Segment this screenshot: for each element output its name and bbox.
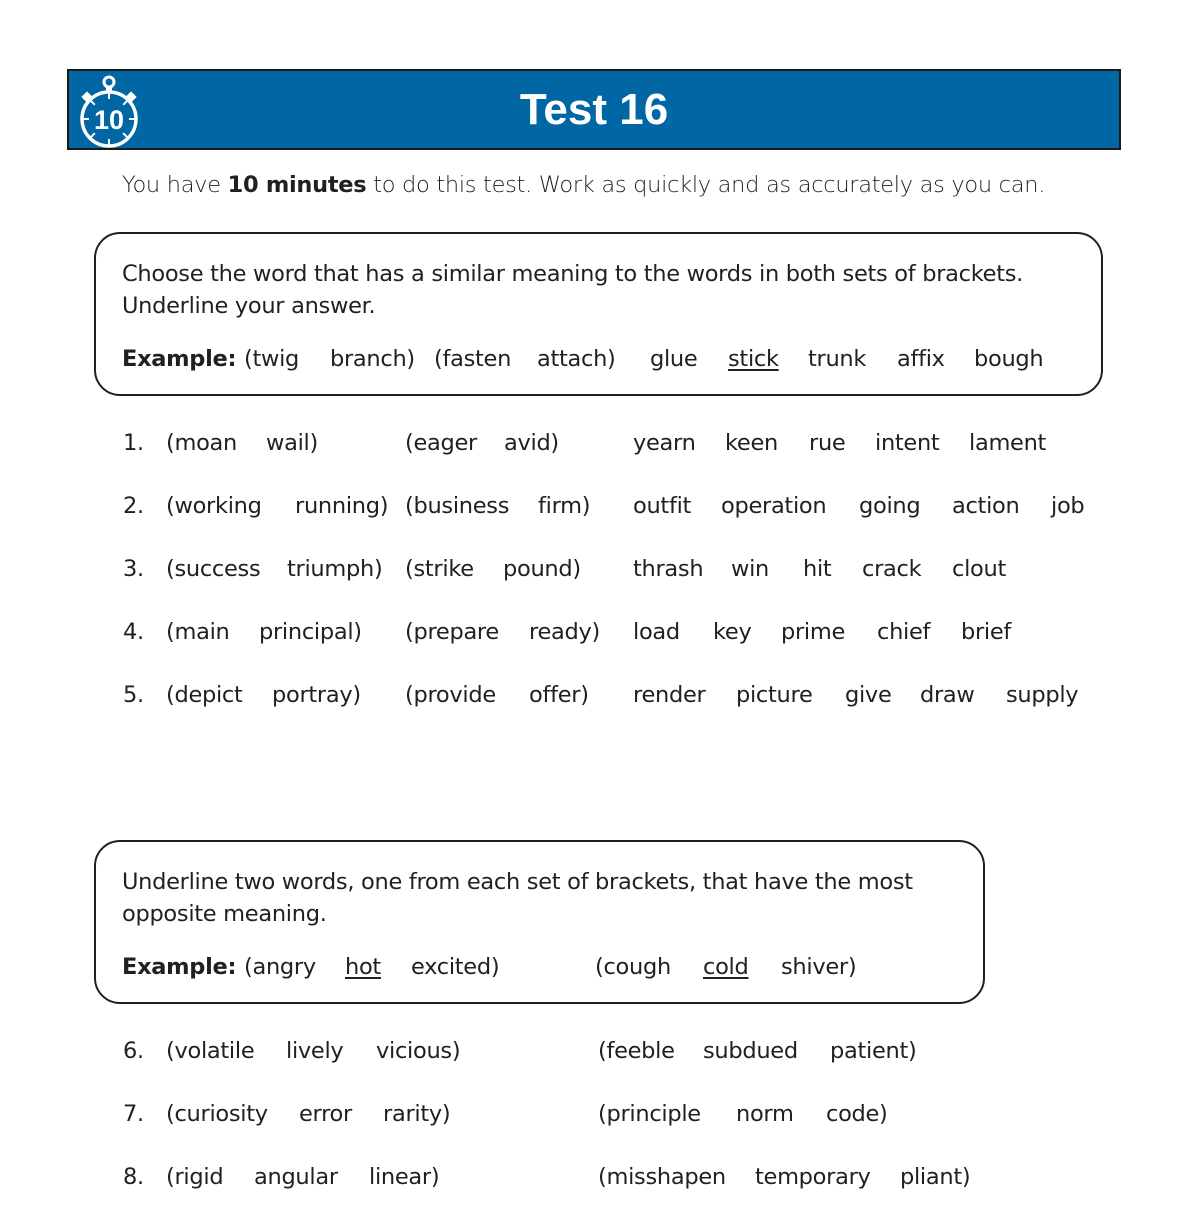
example-option: bough	[974, 346, 1044, 372]
answer-option[interactable]: action	[952, 493, 1020, 519]
bracket-word: principal)	[259, 619, 362, 645]
example-word: shiver)	[781, 954, 857, 980]
bracket-word: (provide	[405, 682, 496, 708]
answer-option[interactable]: chief	[877, 619, 931, 645]
bracket-word: triumph)	[287, 556, 383, 582]
example-label: Example:	[122, 346, 237, 372]
bracket-word: running)	[295, 493, 389, 519]
answer-option[interactable]: lament	[969, 430, 1047, 456]
answer-option[interactable]: angular	[254, 1164, 338, 1190]
question-number: 2.	[123, 493, 144, 519]
question-number: 4.	[123, 619, 144, 645]
answer-option[interactable]: clout	[952, 556, 1006, 582]
example-word: branch)	[330, 346, 415, 372]
answer-option[interactable]: prime	[781, 619, 846, 645]
answer-option[interactable]: linear)	[369, 1164, 440, 1190]
bracket-word: wail)	[266, 430, 318, 456]
answer-option[interactable]: key	[713, 619, 752, 645]
intro-time-limit: 10 minutes	[227, 172, 367, 198]
answer-option[interactable]: going	[859, 493, 921, 519]
answer-option[interactable]: (rigid	[166, 1164, 224, 1190]
answer-option[interactable]: (curiosity	[166, 1101, 268, 1127]
answer-option[interactable]: picture	[736, 682, 813, 708]
answer-option[interactable]: rarity)	[383, 1101, 451, 1127]
question-number: 8.	[123, 1164, 144, 1190]
answer-option[interactable]: error	[299, 1101, 352, 1127]
example-word-underlined: cold	[703, 954, 749, 980]
question-number: 7.	[123, 1101, 144, 1127]
bracket-word: avid)	[504, 430, 559, 456]
answer-option[interactable]: lively	[286, 1038, 344, 1064]
answer-option[interactable]: norm	[736, 1101, 794, 1127]
example-option: glue	[650, 346, 698, 372]
section2-instruction-box	[94, 840, 985, 1004]
answer-option[interactable]: supply	[1006, 682, 1079, 708]
answer-option[interactable]: give	[845, 682, 892, 708]
bracket-word: (business	[405, 493, 510, 519]
answer-option[interactable]: draw	[920, 682, 975, 708]
bracket-word: portray)	[272, 682, 361, 708]
intro-prefix: You have	[122, 172, 228, 198]
example-word: (angry	[244, 954, 316, 980]
example-option: affix	[897, 346, 945, 372]
answer-option[interactable]: render	[633, 682, 706, 708]
answer-option[interactable]: (misshapen	[598, 1164, 726, 1190]
section1-example	[122, 346, 1044, 372]
section2-example	[122, 954, 857, 980]
bracket-word: (prepare	[405, 619, 499, 645]
answer-option[interactable]: brief	[961, 619, 1012, 645]
example-word-underlined: hot	[345, 954, 381, 980]
example-option: trunk	[808, 346, 867, 372]
answer-option[interactable]: (feeble	[598, 1038, 675, 1064]
example-word: excited)	[411, 954, 500, 980]
answer-option[interactable]: subdued	[703, 1038, 798, 1064]
answer-option[interactable]: vicious)	[376, 1038, 461, 1064]
bracket-word: (success	[166, 556, 261, 582]
bracket-word: (working	[166, 493, 262, 519]
answer-option[interactable]: intent	[875, 430, 940, 456]
answer-option[interactable]: (volatile	[166, 1038, 255, 1064]
answer-option[interactable]: win	[731, 556, 770, 582]
bracket-word: (main	[166, 619, 230, 645]
example-option-underlined: stick	[728, 346, 779, 372]
answer-option[interactable]: job	[1051, 493, 1085, 519]
example-label: Example:	[122, 954, 237, 980]
example-word: (fasten	[434, 346, 512, 372]
answer-option[interactable]: pliant)	[900, 1164, 971, 1190]
bracket-word: (moan	[166, 430, 238, 456]
answer-option[interactable]: operation	[721, 493, 827, 519]
section2-instruction: Underline two words, one from each set of brackets, that have the most opposite meaning.	[122, 869, 913, 927]
timer-value: 10	[93, 105, 125, 135]
bracket-word: (eager	[405, 430, 477, 456]
bracket-word: pound)	[503, 556, 581, 582]
question-number: 5.	[123, 682, 144, 708]
example-word: (twig	[244, 346, 300, 372]
section1-instruction-box	[94, 232, 1103, 396]
page-title: Test 16	[519, 85, 669, 134]
answer-option[interactable]: rue	[809, 430, 846, 456]
question-number: 3.	[123, 556, 144, 582]
bracket-word: offer)	[529, 682, 589, 708]
intro-suffix: to do this test. Work as quickly and as accurately as you can.	[366, 172, 1046, 198]
bracket-word: firm)	[538, 493, 591, 519]
answer-option[interactable]: thrash	[633, 556, 704, 582]
answer-option[interactable]: outfit	[633, 493, 692, 519]
answer-option[interactable]: (principle	[598, 1101, 701, 1127]
answer-option[interactable]: patient)	[830, 1038, 917, 1064]
example-word: (cough	[595, 954, 671, 980]
example-word: attach)	[537, 346, 616, 372]
question-number: 6.	[123, 1038, 144, 1064]
answer-option[interactable]: yearn	[633, 430, 696, 456]
test-header-banner	[67, 69, 1121, 150]
answer-option[interactable]: code)	[826, 1101, 888, 1127]
answer-option[interactable]: hit	[803, 556, 832, 582]
answer-option[interactable]: temporary	[755, 1164, 871, 1190]
intro-text	[122, 172, 1045, 198]
bracket-word: (depict	[166, 682, 243, 708]
section1-instruction: Choose the word that has a similar meaning to the words in both sets of brackets. Underline your answer.	[122, 261, 1024, 319]
answer-option[interactable]: load	[633, 619, 680, 645]
bracket-word: ready)	[529, 619, 600, 645]
question-number: 1.	[123, 430, 144, 456]
bracket-word: (strike	[405, 556, 474, 582]
answer-option[interactable]: keen	[725, 430, 778, 456]
answer-option[interactable]: crack	[862, 556, 922, 582]
